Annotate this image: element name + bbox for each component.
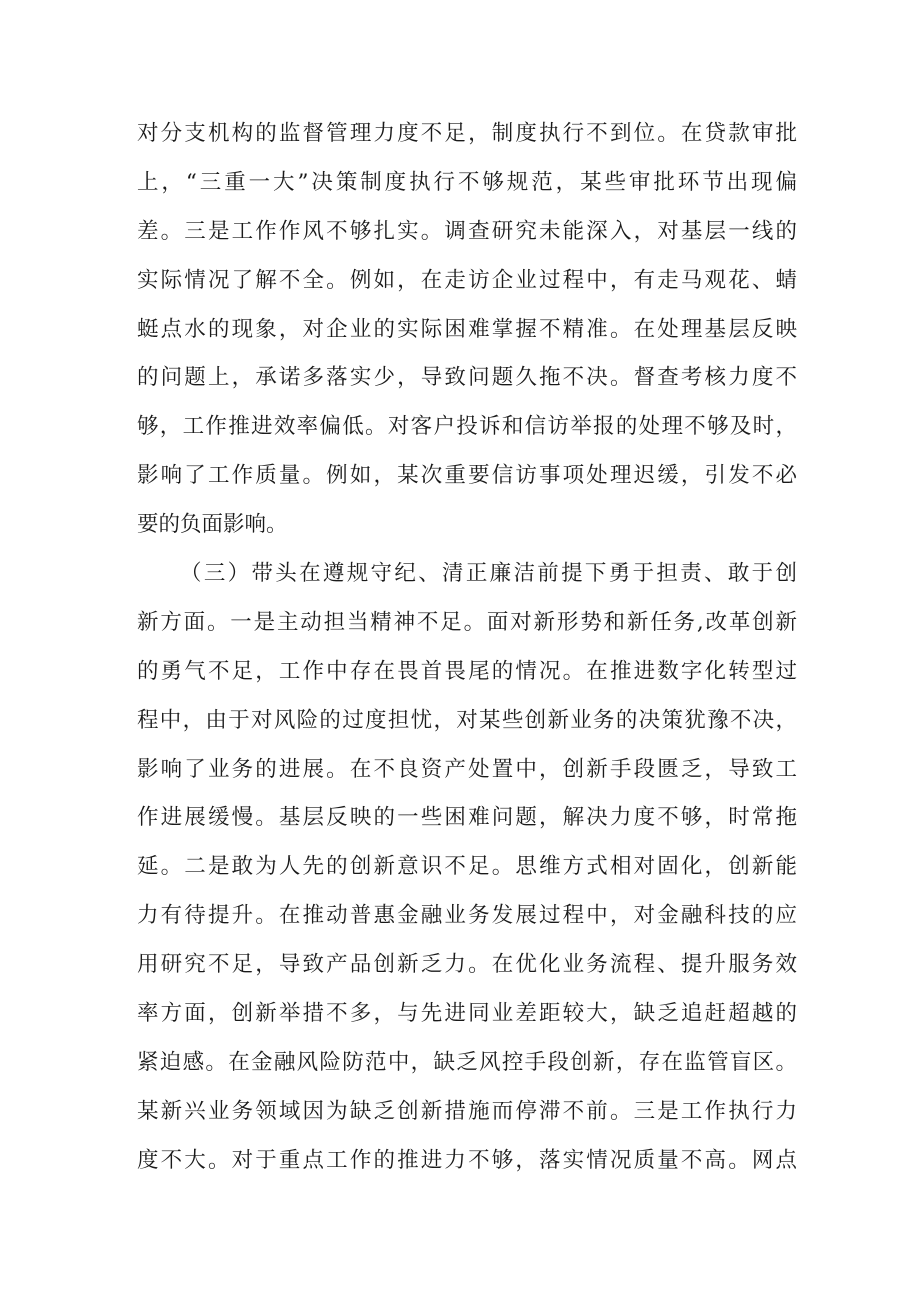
text-line: 上，“三重一大”决策制度执行不够规范，某些审批环节出现偏 bbox=[137, 169, 797, 195]
text-line: 新方面。一是主动担当精神不足。面对新形势和新任务,改革创新 bbox=[137, 609, 797, 635]
text-line: 的勇气不足，工作中存在畏首畏尾的情况。在推进数字化转型过 bbox=[137, 658, 797, 684]
text-line: 够，工作推进效率偏低。对客户投诉和信访举报的处理不够及时， bbox=[137, 414, 797, 440]
text-line: 程中，由于对风险的过度担忧，对某些创新业务的决策犹豫不决， bbox=[137, 707, 797, 733]
text-line: 度不大。对于重点工作的推进力不够，落实情况质量不高。网点 bbox=[137, 1147, 797, 1173]
text-line: 差。三是工作作风不够扎实。调查研究未能深入，对基层一线的 bbox=[137, 218, 797, 244]
text-line: 蜓点水的现象，对企业的实际困难掌握不精准。在处理基层反映 bbox=[137, 316, 797, 342]
text-line: 紧迫感。在金融风险防范中，缺乏风控手段创新，存在监管盲区。 bbox=[137, 1049, 797, 1075]
text-line: 用研究不足，导致产品创新乏力。在优化业务流程、提升服务效 bbox=[137, 952, 797, 978]
text-line: 要的负面影响。 bbox=[137, 512, 288, 538]
text-line: 的问题上，承诺多落实少，导致问题久拖不决。督查考核力度不 bbox=[137, 365, 797, 391]
text-line: 延。二是敢为人先的创新意识不足。思维方式相对固化，创新能 bbox=[137, 854, 797, 880]
text-line: 力有待提升。在推动普惠金融业务发展过程中，对金融科技的应 bbox=[137, 903, 797, 929]
text-line: 作进展缓慢。基层反映的一些困难问题，解决力度不够，时常拖 bbox=[137, 805, 797, 831]
section-heading-line: （三）带头在遵规守纪、清正廉洁前提下勇于担责、敢于创 bbox=[180, 561, 797, 586]
text-line: 影响了业务的进展。在不良资产处置中，创新手段匮乏，导致工 bbox=[137, 756, 797, 782]
text-line: 影响了工作质量。例如，某次重要信访事项处理迟缓，引发不必 bbox=[137, 463, 797, 489]
paragraph-1 bbox=[137, 110, 797, 550]
paragraph-2 bbox=[137, 550, 797, 1186]
text-line: 实际情况了解不全。例如，在走访企业过程中，有走马观花、蜻 bbox=[137, 267, 797, 293]
text-line: 某新兴业务领域因为缺乏创新措施而停滞不前。三是工作执行力 bbox=[137, 1098, 797, 1124]
text-line: 对分支机构的监督管理力度不足，制度执行不到位。在贷款审批 bbox=[137, 121, 797, 146]
text-line: 率方面，创新举措不多，与先进同业差距较大，缺乏追赶超越的 bbox=[137, 1001, 797, 1027]
